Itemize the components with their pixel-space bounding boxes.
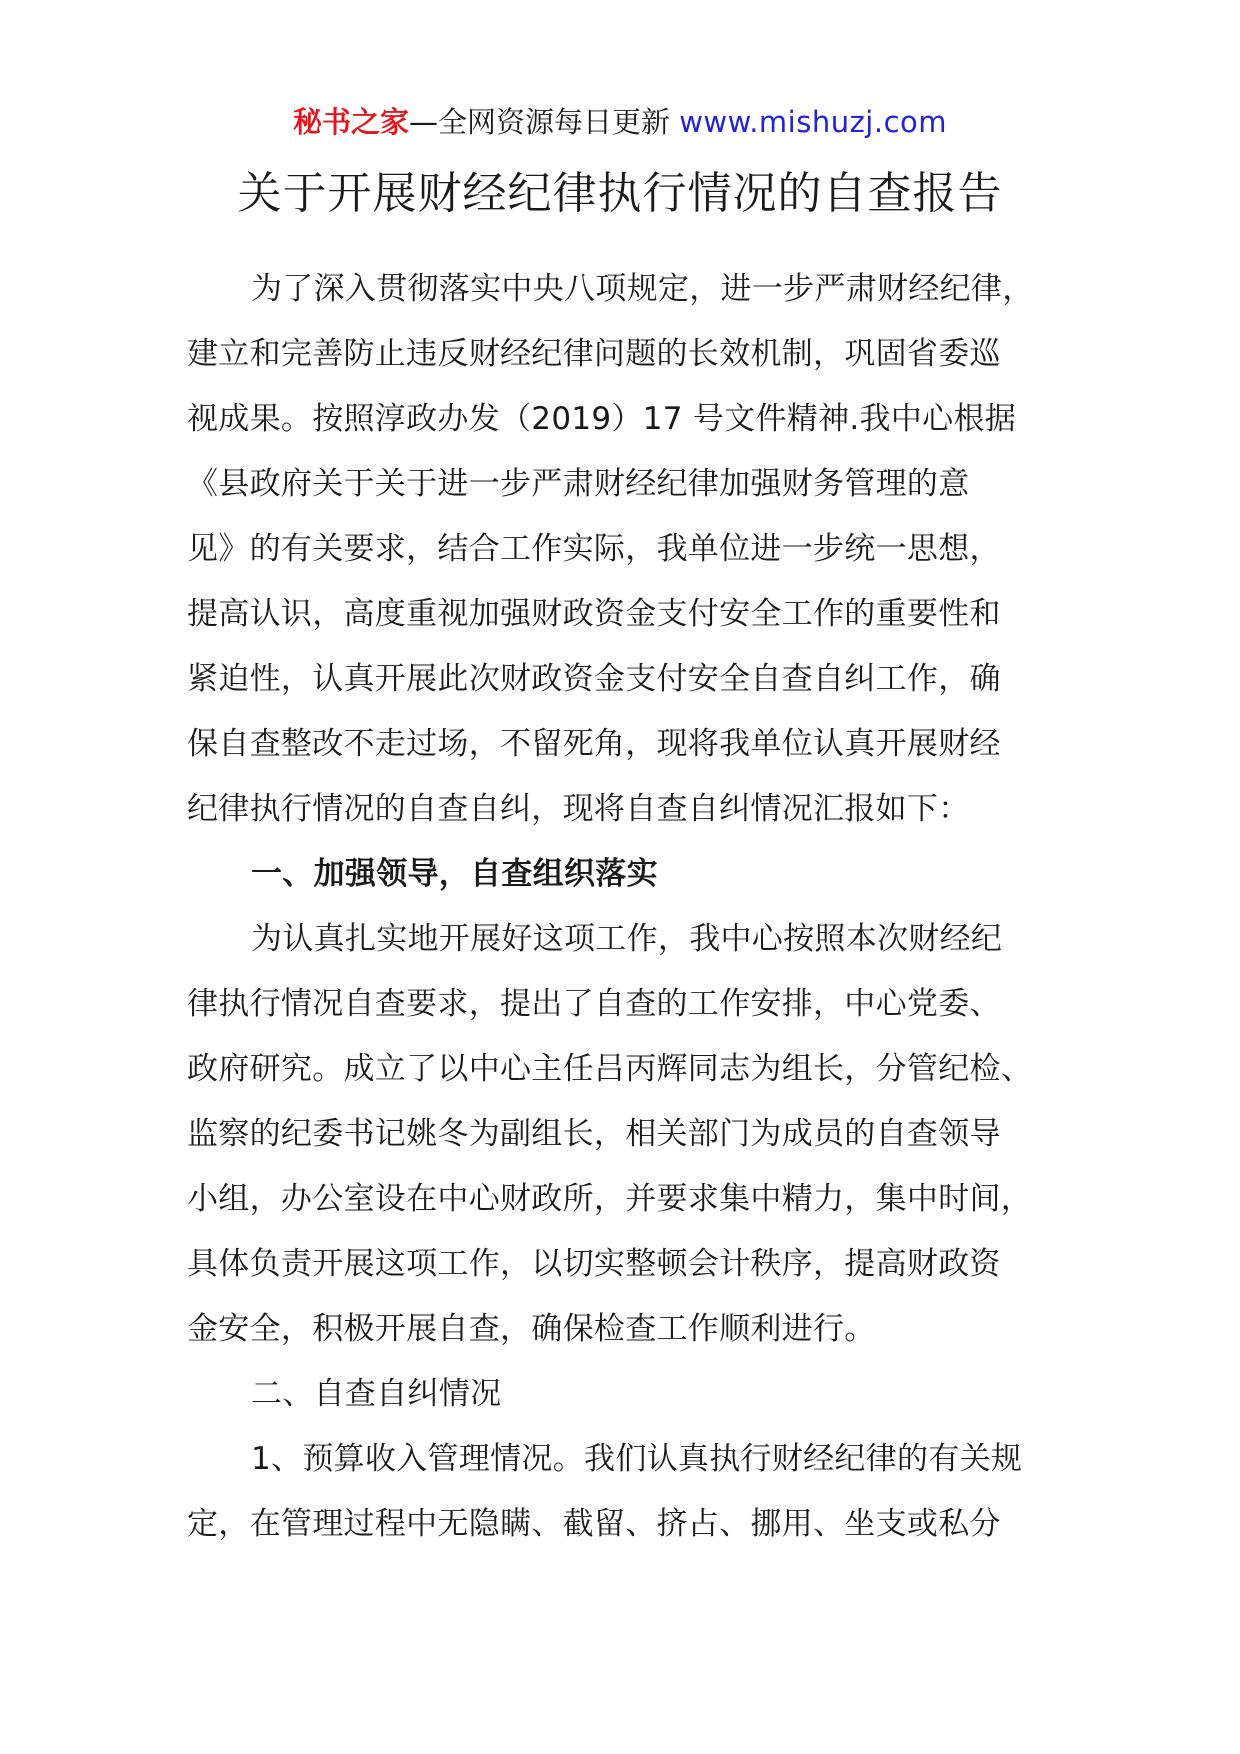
document-body [187, 257, 1063, 1557]
paragraph-line: 为认真扎实地开展好这项工作，我中心按照本次财经纪 [251, 921, 1003, 957]
paragraph-line: 视成果。按照淳政办发（2019）17 号文件精神.我中心根据 [187, 401, 1017, 437]
paragraph-line: 定，在管理过程中无隐瞒、截留、挤占、挪用、坐支或私分 [187, 1506, 1001, 1542]
section-heading: 一、加强领导，自查组织落实 [251, 856, 658, 892]
paragraph-line: 提高认识，高度重视加强财政资金支付安全工作的重要性和 [187, 596, 1001, 632]
paragraph-line: 监察的纪委书记姚冬为副组长，相关部门为成员的自查领导 [187, 1116, 1001, 1152]
paragraph-line: 为了深入贯彻落实中央八项规定，进一步严肃财经纪律， [251, 271, 1034, 307]
paragraph-line: 见》的有关要求，结合工作实际，我单位进一步统一思想， [187, 531, 1001, 567]
header-slogan: —全网资源每日更新 [408, 105, 680, 139]
paragraph-line: 小组，办公室设在中心财政所，并要求集中精力，集中时间， [187, 1181, 1033, 1217]
paragraph-line: 政府研究。成立了以中心主任吕丙辉同志为组长，分管纪检、 [187, 1051, 1033, 1087]
paragraph-line: 1、预算收入管理情况。我们认真执行财经纪律的有关规 [251, 1441, 1023, 1477]
paragraph-line: 保自查整改不走过场，不留死角，现将我单位认真开展财经 [187, 726, 1001, 762]
paragraph-line: 建立和完善防止违反财经纪律问题的长效机制，巩固省委巡 [187, 336, 1001, 372]
brand-name: 秘书之家 [292, 105, 409, 139]
section-heading: 二、自查自纠情况 [251, 1376, 502, 1412]
paragraph-line: 具体负责开展这项工作，以切实整顿会计秩序，提高财政资 [187, 1246, 1001, 1282]
paragraph-line: 《县政府关于关于进一步严肃财经纪律加强财务管理的意 [187, 466, 970, 502]
site-url-link[interactable]: www.mishuzj.com [679, 105, 948, 139]
document-title: 关于开展财经纪律执行情况的自查报告 [237, 168, 1003, 219]
site-header [0, 102, 1240, 142]
paragraph-line: 纪律执行情况的自查自纠，现将自查自纠情况汇报如下： [187, 791, 970, 827]
paragraph-line: 律执行情况自查要求，提出了自查的工作安排，中心党委、 [187, 986, 1001, 1022]
paragraph-line: 金安全，积极开展自查，确保检查工作顺利进行。 [187, 1311, 876, 1347]
paragraph-line: 紧迫性，认真开展此次财政资金支付安全自查自纠工作，确 [187, 661, 1001, 697]
